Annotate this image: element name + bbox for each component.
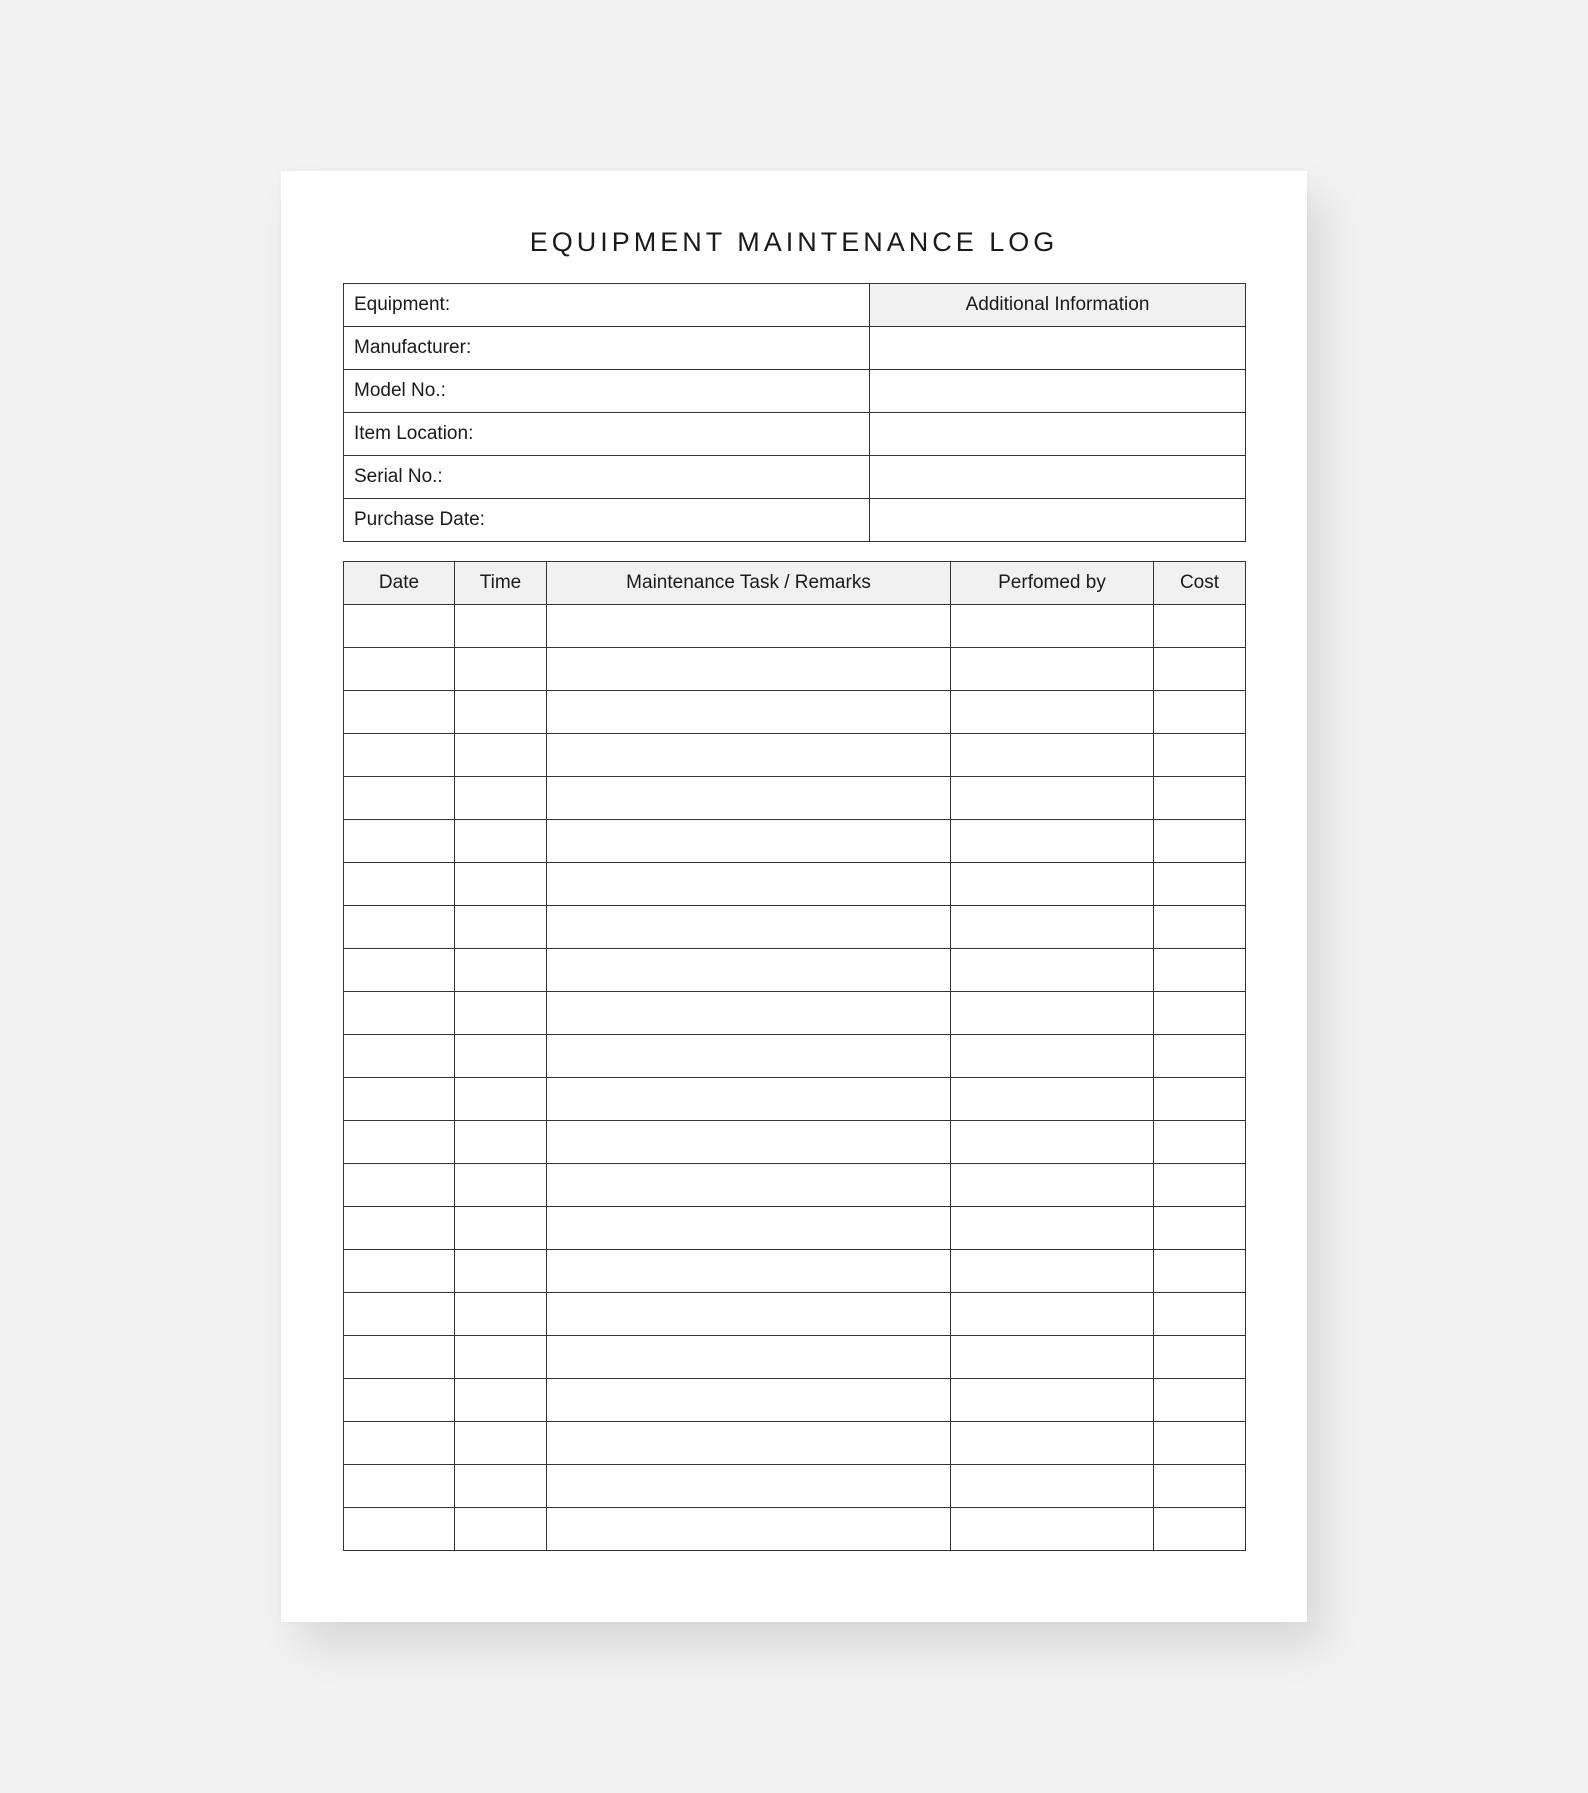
log-row bbox=[344, 1465, 1246, 1508]
task-remarks-cell[interactable] bbox=[547, 1508, 951, 1551]
cost-cell[interactable] bbox=[1154, 777, 1246, 820]
date-cell[interactable] bbox=[344, 949, 455, 992]
cost-cell[interactable] bbox=[1154, 691, 1246, 734]
date-cell[interactable] bbox=[344, 1164, 455, 1207]
info-row bbox=[344, 284, 1246, 327]
task-remarks-cell[interactable] bbox=[547, 734, 951, 777]
performed-by-cell[interactable] bbox=[951, 691, 1154, 734]
log-row bbox=[344, 1336, 1246, 1379]
column-header-date: Date bbox=[344, 562, 455, 605]
time-cell[interactable] bbox=[455, 1336, 547, 1379]
time-cell[interactable] bbox=[455, 1379, 547, 1422]
time-cell[interactable] bbox=[455, 992, 547, 1035]
info-field-label[interactable]: Purchase Date: bbox=[344, 499, 870, 542]
performed-by-cell[interactable] bbox=[951, 1508, 1154, 1551]
log-row bbox=[344, 734, 1246, 777]
task-remarks-cell[interactable] bbox=[547, 1121, 951, 1164]
time-cell[interactable] bbox=[455, 820, 547, 863]
task-remarks-cell[interactable] bbox=[547, 1422, 951, 1465]
performed-by-cell[interactable] bbox=[951, 1336, 1154, 1379]
date-cell[interactable] bbox=[344, 906, 455, 949]
date-cell[interactable] bbox=[344, 734, 455, 777]
info-row bbox=[344, 370, 1246, 413]
performed-by-cell[interactable] bbox=[951, 1293, 1154, 1336]
date-cell[interactable] bbox=[344, 1508, 455, 1551]
cost-cell[interactable] bbox=[1154, 1336, 1246, 1379]
additional-info-header: Additional Information bbox=[870, 284, 1246, 327]
task-remarks-cell[interactable] bbox=[547, 1336, 951, 1379]
cost-cell[interactable] bbox=[1154, 1508, 1246, 1551]
cost-cell[interactable] bbox=[1154, 863, 1246, 906]
info-field-label[interactable]: Manufacturer: bbox=[344, 327, 870, 370]
date-cell[interactable] bbox=[344, 1250, 455, 1293]
maintenance-log-table bbox=[343, 561, 1246, 1551]
log-row bbox=[344, 605, 1246, 648]
date-cell[interactable] bbox=[344, 1207, 455, 1250]
cost-cell[interactable] bbox=[1154, 1465, 1246, 1508]
task-remarks-cell[interactable] bbox=[547, 1078, 951, 1121]
performed-by-cell[interactable] bbox=[951, 1035, 1154, 1078]
time-cell[interactable] bbox=[455, 1121, 547, 1164]
task-remarks-cell[interactable] bbox=[547, 1293, 951, 1336]
info-row bbox=[344, 499, 1246, 542]
time-cell[interactable] bbox=[455, 1250, 547, 1293]
performed-by-cell[interactable] bbox=[951, 1164, 1154, 1207]
performed-by-cell[interactable] bbox=[951, 1250, 1154, 1293]
info-row bbox=[344, 456, 1246, 499]
performed-by-cell[interactable] bbox=[951, 734, 1154, 777]
performed-by-cell[interactable] bbox=[951, 906, 1154, 949]
date-cell[interactable] bbox=[344, 777, 455, 820]
info-field-label[interactable]: Equipment: bbox=[344, 284, 870, 327]
cost-cell[interactable] bbox=[1154, 1164, 1246, 1207]
time-cell[interactable] bbox=[455, 1422, 547, 1465]
log-row bbox=[344, 949, 1246, 992]
cost-cell[interactable] bbox=[1154, 1379, 1246, 1422]
log-row bbox=[344, 863, 1246, 906]
date-cell[interactable] bbox=[344, 605, 455, 648]
cost-cell[interactable] bbox=[1154, 1422, 1246, 1465]
time-cell[interactable] bbox=[455, 777, 547, 820]
date-cell[interactable] bbox=[344, 648, 455, 691]
performed-by-cell[interactable] bbox=[951, 1465, 1154, 1508]
performed-by-cell[interactable] bbox=[951, 863, 1154, 906]
cost-cell[interactable] bbox=[1154, 992, 1246, 1035]
cost-cell[interactable] bbox=[1154, 1078, 1246, 1121]
additional-info-cell[interactable] bbox=[870, 327, 1246, 370]
log-row bbox=[344, 820, 1246, 863]
log-row bbox=[344, 1035, 1246, 1078]
task-remarks-cell[interactable] bbox=[547, 1164, 951, 1207]
time-cell[interactable] bbox=[455, 1035, 547, 1078]
log-row bbox=[344, 992, 1246, 1035]
column-header-task-remarks: Maintenance Task / Remarks bbox=[547, 562, 951, 605]
task-remarks-cell[interactable] bbox=[547, 1379, 951, 1422]
date-cell[interactable] bbox=[344, 1035, 455, 1078]
cost-cell[interactable] bbox=[1154, 648, 1246, 691]
log-header-row bbox=[344, 562, 1246, 605]
task-remarks-cell[interactable] bbox=[547, 863, 951, 906]
additional-info-cell[interactable] bbox=[870, 499, 1246, 542]
info-field-label[interactable]: Model No.: bbox=[344, 370, 870, 413]
task-remarks-cell[interactable] bbox=[547, 691, 951, 734]
info-field-label[interactable]: Item Location: bbox=[344, 413, 870, 456]
task-remarks-cell[interactable] bbox=[547, 820, 951, 863]
performed-by-cell[interactable] bbox=[951, 949, 1154, 992]
column-header-time: Time bbox=[455, 562, 547, 605]
performed-by-cell[interactable] bbox=[951, 777, 1154, 820]
additional-info-cell[interactable] bbox=[870, 370, 1246, 413]
log-sheet bbox=[281, 171, 1307, 1622]
task-remarks-cell[interactable] bbox=[547, 1465, 951, 1508]
cost-cell[interactable] bbox=[1154, 1207, 1246, 1250]
log-row bbox=[344, 648, 1246, 691]
cost-cell[interactable] bbox=[1154, 605, 1246, 648]
task-remarks-cell[interactable] bbox=[547, 605, 951, 648]
info-row bbox=[344, 327, 1246, 370]
task-remarks-cell[interactable] bbox=[547, 906, 951, 949]
log-row bbox=[344, 1207, 1246, 1250]
column-header-performed-by: Perfomed by bbox=[951, 562, 1154, 605]
cost-cell[interactable] bbox=[1154, 734, 1246, 777]
time-cell[interactable] bbox=[455, 1293, 547, 1336]
log-row bbox=[344, 1293, 1246, 1336]
log-row bbox=[344, 1078, 1246, 1121]
log-row bbox=[344, 691, 1246, 734]
performed-by-cell[interactable] bbox=[951, 1078, 1154, 1121]
task-remarks-cell[interactable] bbox=[547, 1035, 951, 1078]
date-cell[interactable] bbox=[344, 1379, 455, 1422]
cost-cell[interactable] bbox=[1154, 1121, 1246, 1164]
log-row bbox=[344, 1508, 1246, 1551]
cost-cell[interactable] bbox=[1154, 949, 1246, 992]
date-cell[interactable] bbox=[344, 1121, 455, 1164]
performed-by-cell[interactable] bbox=[951, 820, 1154, 863]
cost-cell[interactable] bbox=[1154, 1293, 1246, 1336]
log-row bbox=[344, 1121, 1246, 1164]
task-remarks-cell[interactable] bbox=[547, 1207, 951, 1250]
log-row bbox=[344, 1250, 1246, 1293]
log-row bbox=[344, 1422, 1246, 1465]
date-cell[interactable] bbox=[344, 1078, 455, 1121]
date-cell[interactable] bbox=[344, 1465, 455, 1508]
log-row bbox=[344, 1379, 1246, 1422]
task-remarks-cell[interactable] bbox=[547, 777, 951, 820]
performed-by-cell[interactable] bbox=[951, 605, 1154, 648]
task-remarks-cell[interactable] bbox=[547, 1250, 951, 1293]
time-cell[interactable] bbox=[455, 906, 547, 949]
task-remarks-cell[interactable] bbox=[547, 648, 951, 691]
additional-info-cell[interactable] bbox=[870, 456, 1246, 499]
date-cell[interactable] bbox=[344, 1336, 455, 1379]
task-remarks-cell[interactable] bbox=[547, 992, 951, 1035]
cost-cell[interactable] bbox=[1154, 1035, 1246, 1078]
performed-by-cell[interactable] bbox=[951, 648, 1154, 691]
additional-info-cell[interactable] bbox=[870, 413, 1246, 456]
info-field-label[interactable]: Serial No.: bbox=[344, 456, 870, 499]
date-cell[interactable] bbox=[344, 820, 455, 863]
performed-by-cell[interactable] bbox=[951, 1207, 1154, 1250]
performed-by-cell[interactable] bbox=[951, 992, 1154, 1035]
performed-by-cell[interactable] bbox=[951, 1379, 1154, 1422]
performed-by-cell[interactable] bbox=[951, 1121, 1154, 1164]
time-cell[interactable] bbox=[455, 1078, 547, 1121]
page-title: EQUIPMENT MAINTENANCE LOG bbox=[529, 227, 1059, 257]
time-cell[interactable] bbox=[455, 863, 547, 906]
column-header-cost: Cost bbox=[1154, 562, 1246, 605]
date-cell[interactable] bbox=[344, 1293, 455, 1336]
log-row bbox=[344, 777, 1246, 820]
task-remarks-cell[interactable] bbox=[547, 949, 951, 992]
time-cell[interactable] bbox=[455, 949, 547, 992]
cost-cell[interactable] bbox=[1154, 906, 1246, 949]
info-row bbox=[344, 413, 1246, 456]
time-cell[interactable] bbox=[455, 1207, 547, 1250]
time-cell[interactable] bbox=[455, 691, 547, 734]
time-cell[interactable] bbox=[455, 734, 547, 777]
cost-cell[interactable] bbox=[1154, 820, 1246, 863]
log-row bbox=[344, 1164, 1246, 1207]
time-cell[interactable] bbox=[455, 1508, 547, 1551]
equipment-info-table bbox=[343, 283, 1246, 542]
date-cell[interactable] bbox=[344, 1422, 455, 1465]
time-cell[interactable] bbox=[455, 1164, 547, 1207]
time-cell[interactable] bbox=[455, 648, 547, 691]
time-cell[interactable] bbox=[455, 1465, 547, 1508]
date-cell[interactable] bbox=[344, 691, 455, 734]
cost-cell[interactable] bbox=[1154, 1250, 1246, 1293]
date-cell[interactable] bbox=[344, 992, 455, 1035]
date-cell[interactable] bbox=[344, 863, 455, 906]
performed-by-cell[interactable] bbox=[951, 1422, 1154, 1465]
log-row bbox=[344, 906, 1246, 949]
time-cell[interactable] bbox=[455, 605, 547, 648]
